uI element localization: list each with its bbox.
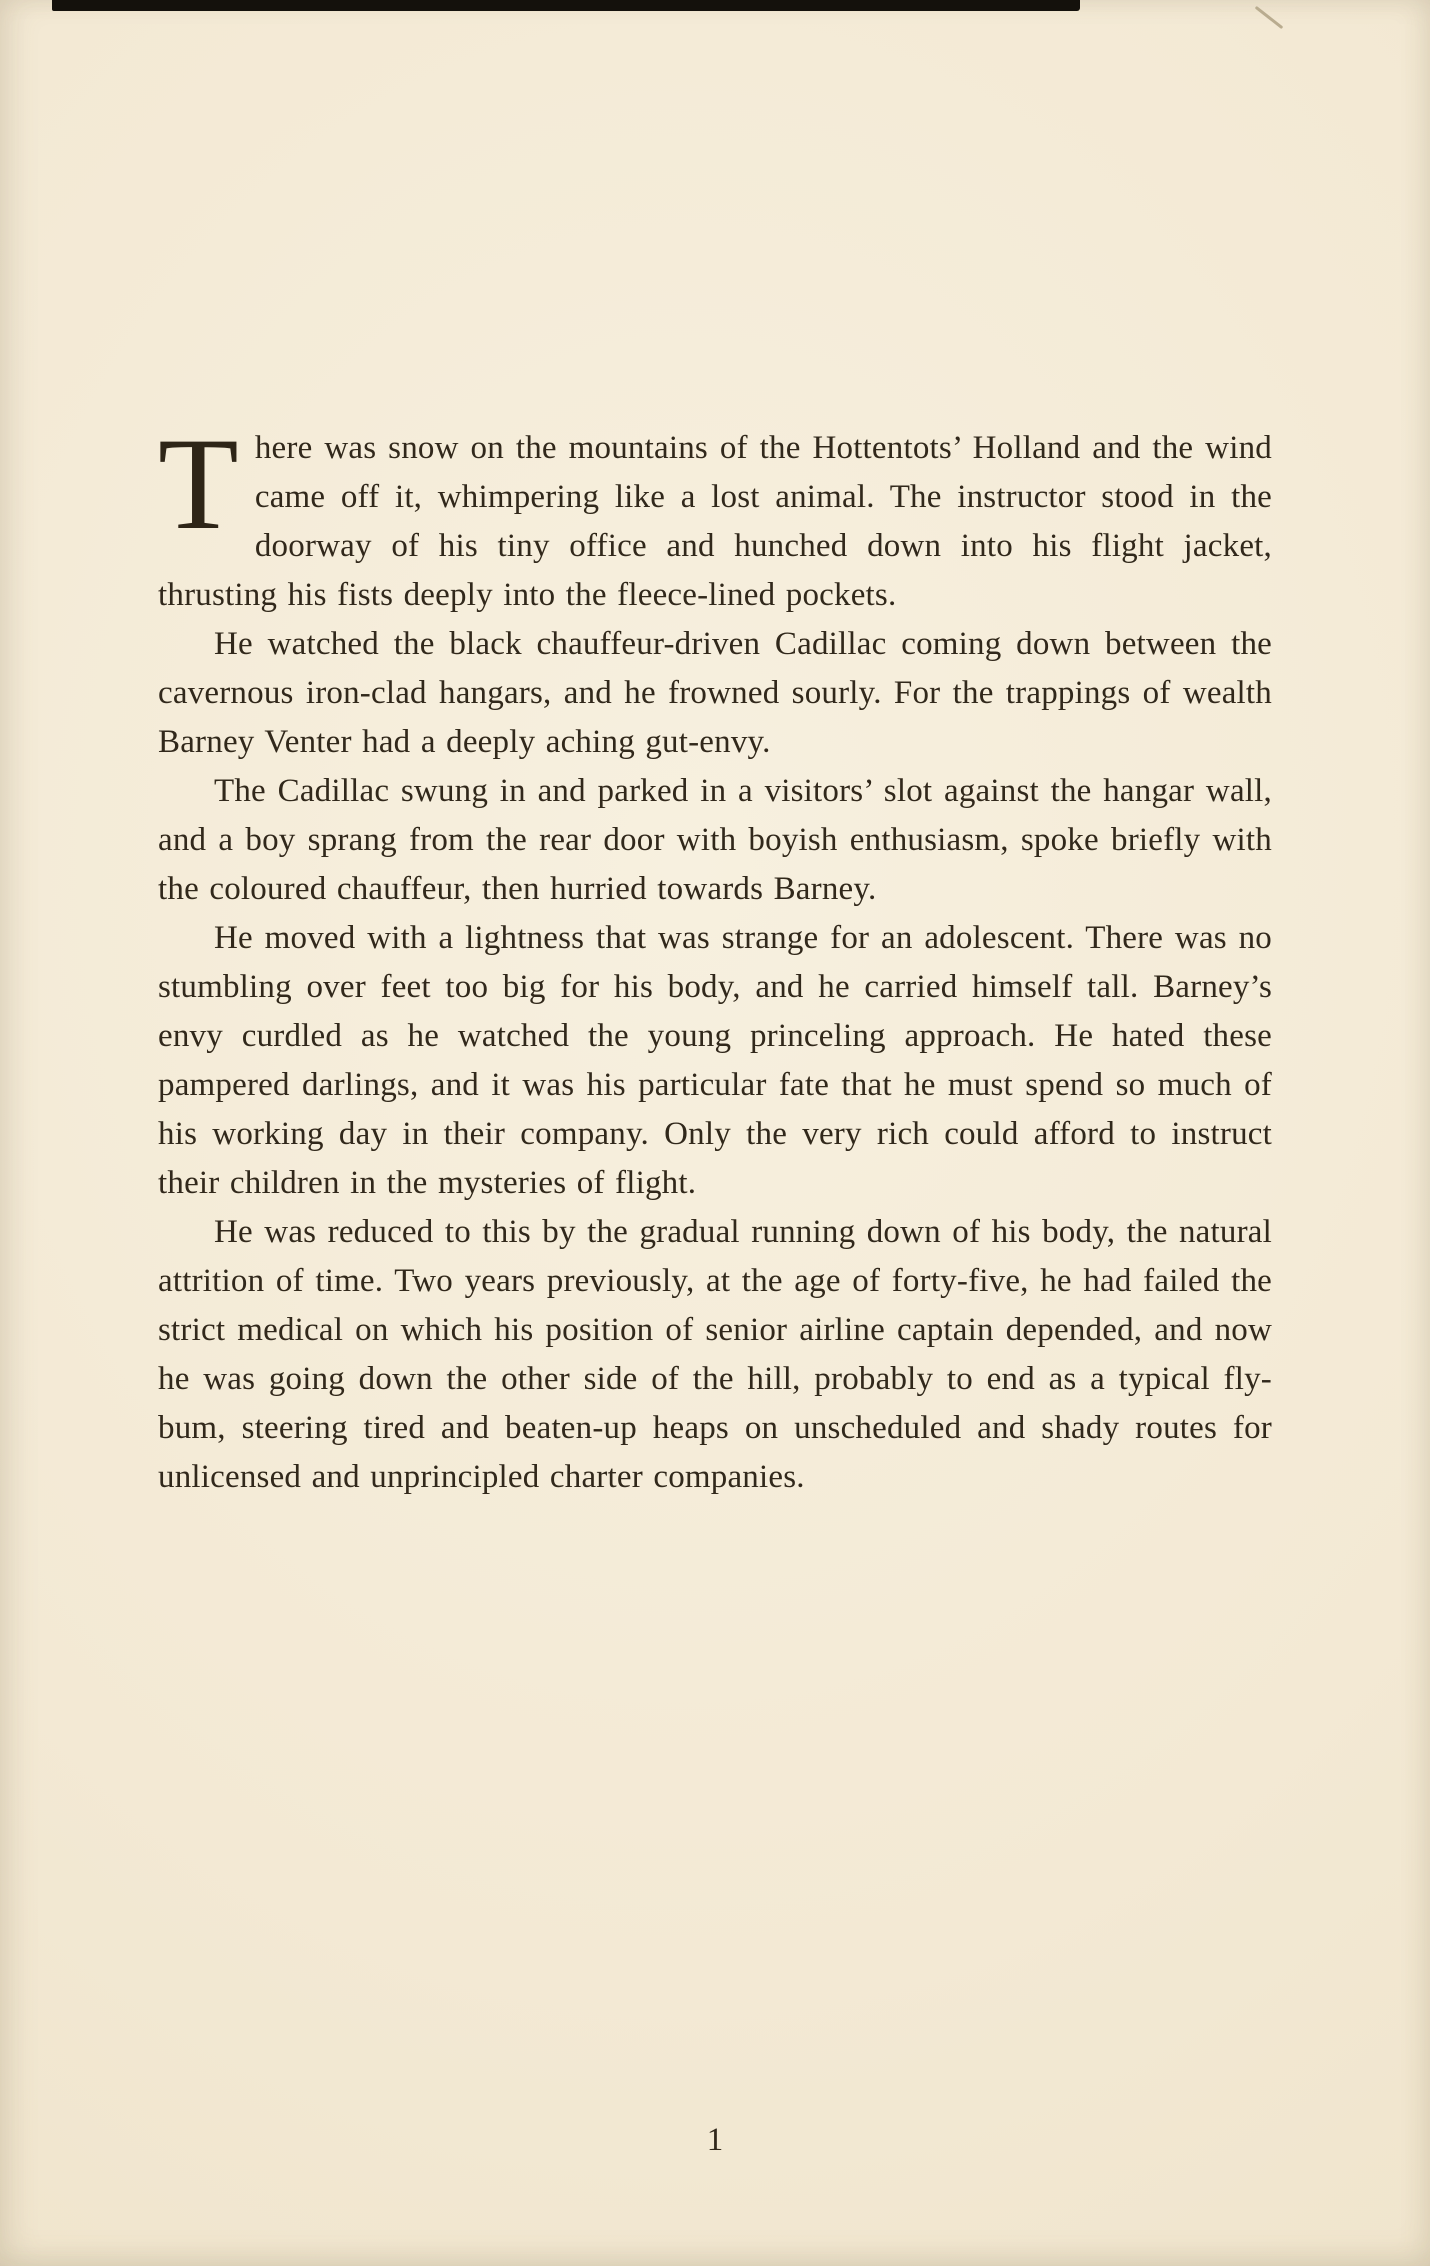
- scan-artifact-top-bar: [52, 0, 1080, 11]
- paragraph: [158, 1208, 1272, 1502]
- body-text: [158, 410, 1272, 1502]
- paragraph: [158, 767, 1272, 914]
- paragraph-text: The Cadillac swung in and parked in a visitors’ slot against the hangar wall, and a boy sprang from the rear door with boyish enthusiasm, spoke briefly with the coloured chauffeur, then hurried towards Barney.: [158, 773, 1272, 907]
- drop-cap: T: [158, 410, 239, 557]
- paragraph-text: He moved with a lightness that was strange for an adolescent. There was no stumbling over feet too big for his body, and he carried himself tall. Barney’s envy curdled as he watched the young princeling approach. He hated these pampered darlings, and it was his particular fate that he must spend so much of his working day in their company. Only the very rich could afford to instruct their children in the mysteries of flight.: [158, 920, 1272, 1201]
- paragraph: [158, 620, 1272, 767]
- page-number: 1: [706, 2122, 724, 2158]
- paragraph: [158, 914, 1272, 1208]
- paragraph: [158, 410, 1272, 620]
- paragraph-text: He was reduced to this by the gradual running down of his body, the natural attrition of time. Two years previously, at the age of forty-five, he had failed the strict medical on which his position of senior airline captain depended, and now he was going down the other side of the hill, probably to end as a typical fly-bum, steering tired and beaten-up heaps on unscheduled and shady routes for unlicensed and unprincipled charter companies.: [158, 1214, 1272, 1495]
- paragraph-text: here was snow on the mountains of the Hottentots’ Holland and the wind came off it, whimpering like a lost animal. The instructor stood in the doorway of his tiny office and hunched down into his flight jacket, thrusting his fists deeply into the fleece-lined pockets.: [158, 430, 1272, 613]
- paragraph-text: He watched the black chauffeur-driven Cadillac coming down between the cavernous iron-clad hangars, and he frowned sourly. For the trappings of wealth Barney Venter had a deeply aching gut-envy.: [158, 626, 1272, 760]
- scan-artifact-scratch: [1255, 6, 1284, 29]
